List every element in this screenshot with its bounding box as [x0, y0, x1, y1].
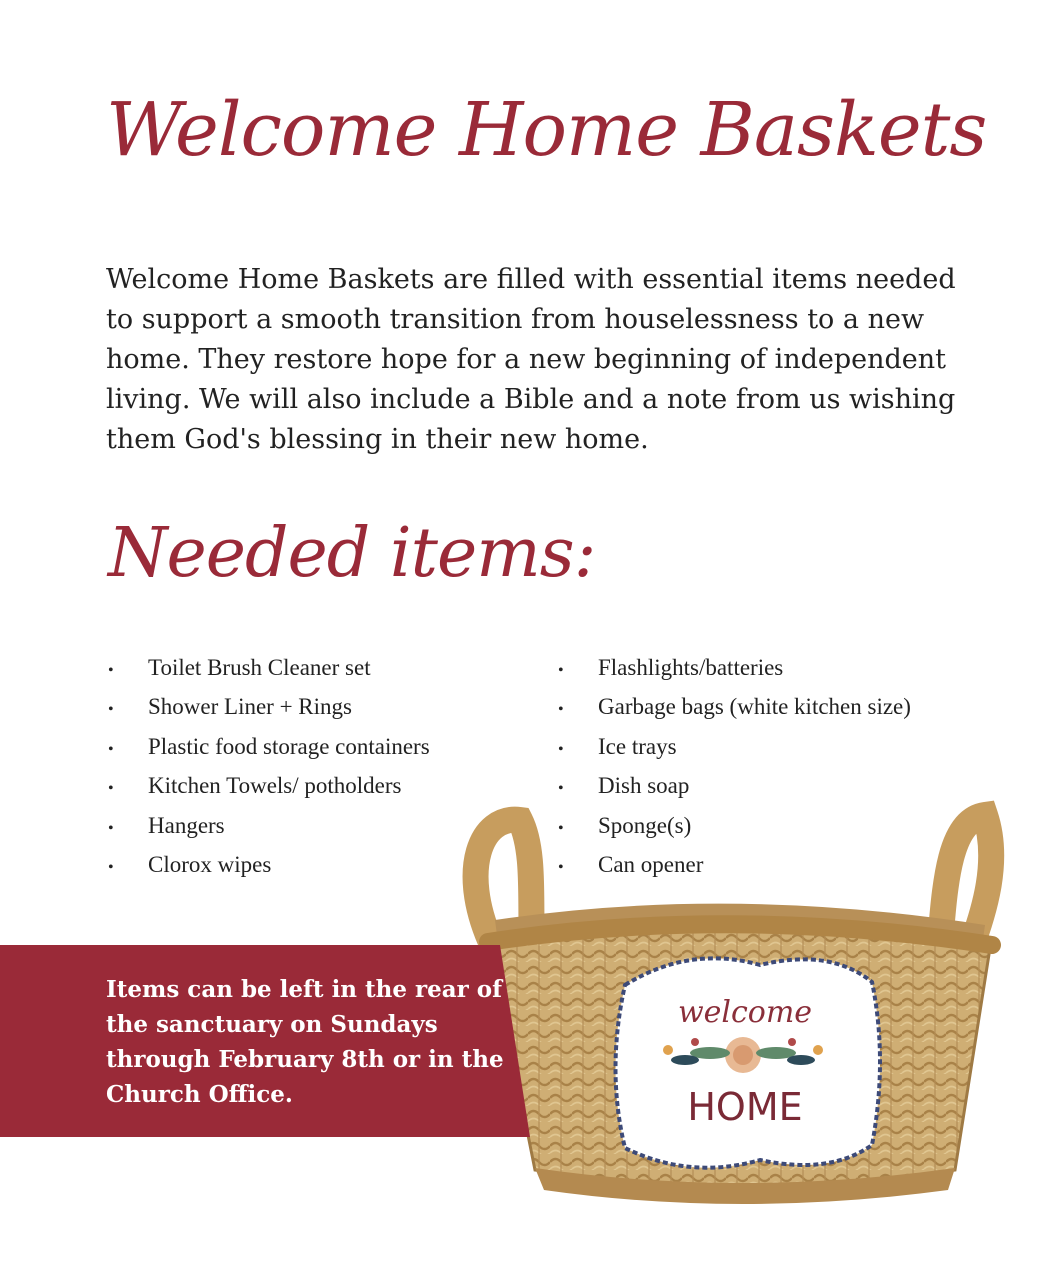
bullet-icon: • [108, 819, 114, 837]
bullet-icon: • [108, 701, 114, 719]
list-item-label: Kitchen Towels/ potholders [148, 773, 402, 799]
bullet-icon: • [558, 859, 564, 877]
needed-items-heading: Needed items: [108, 514, 596, 593]
bullet-icon: • [558, 819, 564, 837]
list-item [108, 689, 528, 728]
list-item-label: Ice trays [598, 733, 677, 759]
list-item-label: Clorox wipes [148, 852, 272, 878]
dropoff-instructions: Items can be left in the rear of the sanctuary on Sundays through February 8th or in the Church Office. [106, 976, 504, 1108]
list-item-label: Shower Liner + Rings [148, 694, 352, 720]
list-item-label: Toilet Brush Cleaner set [148, 655, 371, 680]
tag-home-text: HOME [687, 1085, 803, 1129]
list-item-label: Garbage bags (white kitchen size) [598, 694, 911, 720]
bullet-icon: • [108, 780, 114, 798]
page-title: Welcome Home Baskets [106, 87, 987, 173]
list-item-label: Flashlights/batteries [598, 655, 784, 680]
list-item-label: Can opener [598, 852, 704, 878]
bullet-icon: • [558, 662, 564, 679]
intro-paragraph: Welcome Home Baskets are filled with essential items needed to support a smooth transition from houselessness to a new home. They restore hope for a new beginning of independent living. We will also include a Bible and a note from us wishing them God's blessing in their new home. [106, 264, 956, 455]
list-item [558, 689, 998, 728]
bullet-icon: • [108, 859, 114, 877]
list-item [108, 729, 528, 768]
tag-welcome-text: welcome [677, 995, 813, 1030]
bullet-icon: • [558, 701, 564, 719]
bullet-icon: • [108, 740, 114, 758]
welcome-home-tag [616, 958, 881, 1167]
bullet-icon: • [108, 662, 114, 679]
bullet-icon: • [558, 780, 564, 798]
list-item-label: Dish soap [598, 773, 690, 799]
list-item [558, 650, 998, 689]
list-item [558, 729, 998, 768]
welcome-basket-image [440, 770, 1020, 1230]
list-item-label: Plastic food storage containers [148, 733, 430, 759]
list-item [108, 650, 528, 689]
list-item-label: Sponge(s) [598, 812, 692, 838]
list-item-label: Hangers [148, 812, 225, 838]
bullet-icon: • [558, 740, 564, 758]
